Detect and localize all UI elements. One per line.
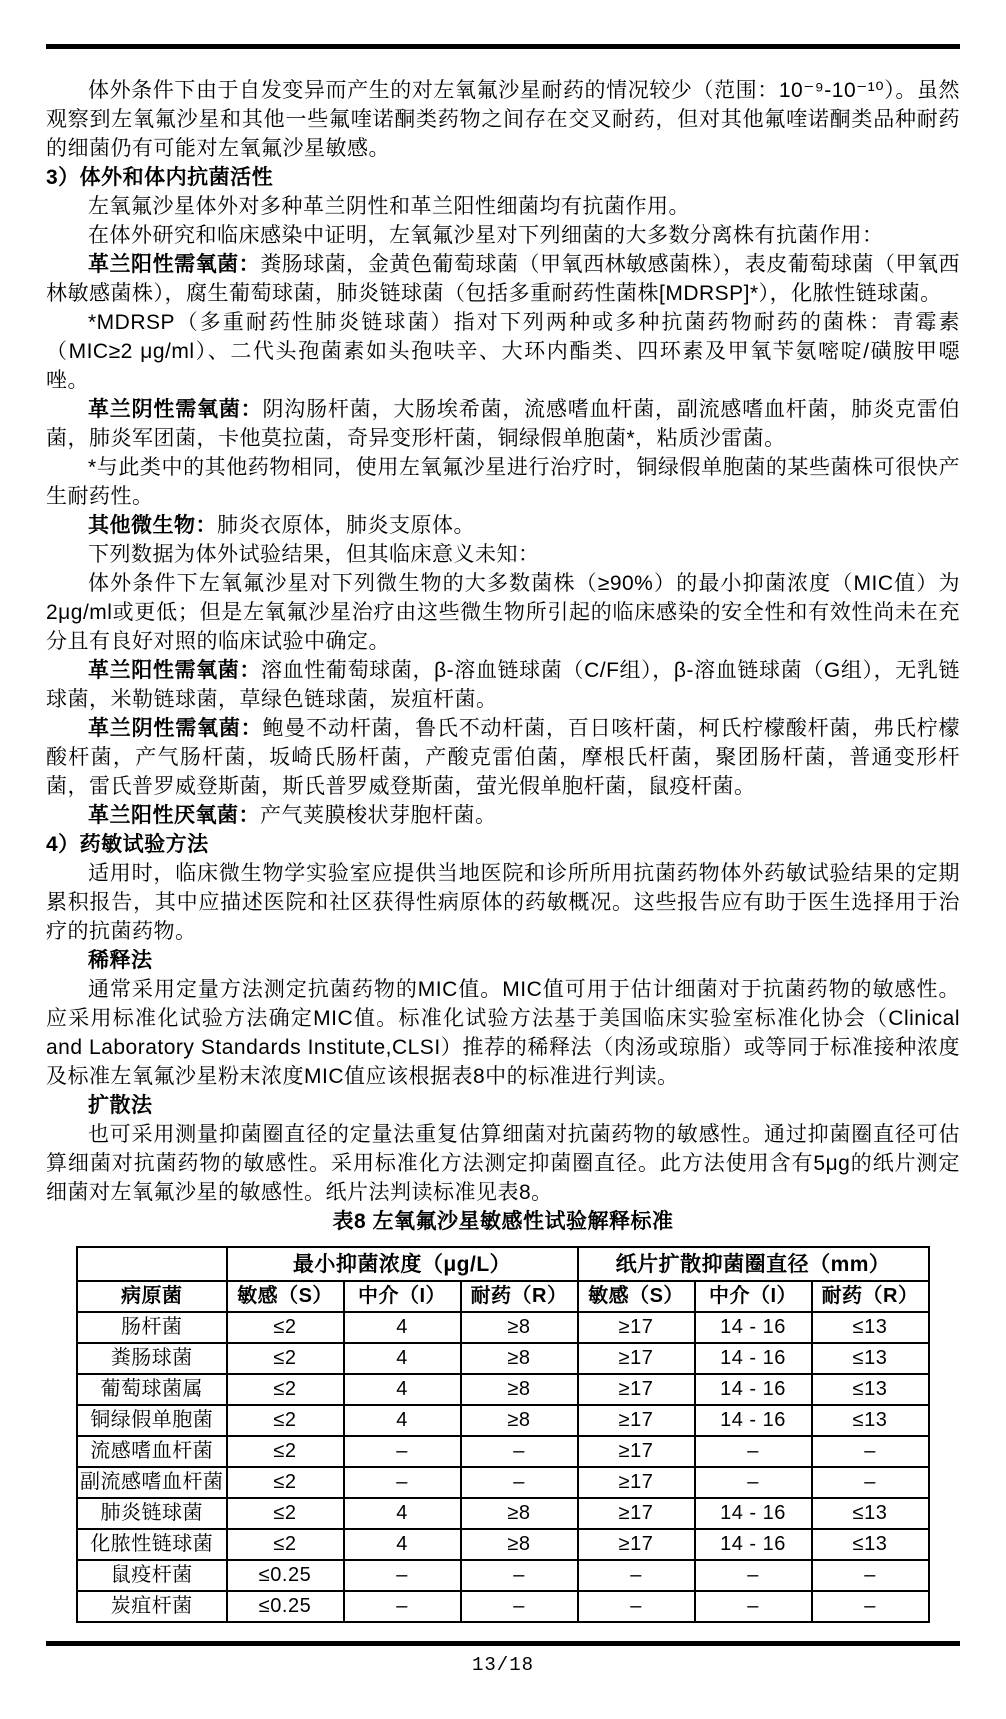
pathogen-name: 肺炎链球菌	[77, 1498, 227, 1529]
table-cell: 4	[344, 1374, 461, 1405]
paragraph-lead-label: 革兰阴性需氧菌：	[88, 717, 263, 740]
table-cell: 14 - 16	[695, 1529, 812, 1560]
table-cell: –	[344, 1467, 461, 1498]
table-cell: –	[578, 1560, 695, 1591]
paragraph: 左氧氟沙星体外对多种革兰阴性和革兰阳性细菌均有抗菌作用。	[88, 195, 690, 218]
table-cell: 14 - 16	[695, 1312, 812, 1343]
table-row	[77, 1560, 929, 1591]
table-title: 表8 左氧氟沙星敏感性试验解释标准	[332, 1210, 674, 1233]
table-cell: ≥17	[578, 1312, 695, 1343]
table-cell: ≤2	[227, 1374, 344, 1405]
table-corner-cell	[77, 1247, 227, 1281]
table-cell: ≥8	[461, 1374, 578, 1405]
section-heading-3: 3）体外和体内抗菌活性	[46, 166, 274, 189]
paragraph-gram-positive-aerobes-2	[46, 656, 960, 714]
table-cell: ≤2	[227, 1498, 344, 1529]
paragraph-footnote: *与此类中的其他药物相同，使用左氧氟沙星进行治疗时，铜绿假单胞菌的某些菌株可很快产生耐药性。	[46, 456, 960, 508]
table-cell: ≤2	[227, 1529, 344, 1560]
column-header: 敏感（S）	[578, 1281, 695, 1312]
table-cell: 14 - 16	[695, 1374, 812, 1405]
paragraph-lead-label: 革兰阳性厌氧菌：	[88, 804, 260, 827]
table-cell: ≥17	[578, 1467, 695, 1498]
table-cell: ≤13	[812, 1374, 929, 1405]
table-cell: ≥17	[578, 1436, 695, 1467]
column-header: 中介（I）	[344, 1281, 461, 1312]
pathogen-name: 铜绿假单胞菌	[77, 1405, 227, 1436]
table-row	[77, 1312, 929, 1343]
table-cell: –	[812, 1467, 929, 1498]
table-cell: –	[695, 1436, 812, 1467]
table-cell: ≥8	[461, 1312, 578, 1343]
table-cell: –	[812, 1560, 929, 1591]
table-cell: –	[578, 1591, 695, 1622]
table-row	[77, 1436, 929, 1467]
table-cell: 4	[344, 1343, 461, 1374]
paragraph-text: 阴沟肠杆菌，大肠埃希菌，流感嗜血杆菌，副流感嗜血杆菌，肺炎克雷伯菌，肺炎军团菌，卡他莫拉菌，奇异变形杆菌，铜绿假单胞菌*，粘质沙雷菌。	[46, 398, 961, 450]
table-cell: –	[461, 1467, 578, 1498]
paragraph: 下列数据为体外试验结果，但其临床意义未知：	[88, 543, 540, 566]
table-cell: ≤13	[812, 1405, 929, 1436]
pathogen-name: 粪肠球菌	[77, 1343, 227, 1374]
subheading-dilution-method: 稀释法	[88, 949, 153, 972]
paragraph-mdrsp-footnote: *MDRSP（多重耐药性肺炎链球菌）指对下列两种或多种抗菌药物耐药的菌株：青霉素（MIC≥2 μg/ml）、二代头孢菌素如头孢呋辛、大环内酯类、四环素及甲氧苄氨嘧啶/磺胺甲噁唑。	[46, 311, 960, 392]
table-row	[77, 1591, 929, 1622]
paragraph: 体外条件下由于自发变异而产生的对左氧氟沙星耐药的情况较少（范围：10⁻⁹-10⁻¹⁰）。虽然观察到左氧氟沙星和其他一些氟喹诺酮类药物之间存在交叉耐药，但对其他氟喹诺酮类品种耐药的细菌仍有可能对左氧氟沙星敏感。	[46, 79, 960, 160]
table-cell: 14 - 16	[695, 1405, 812, 1436]
table-cell: ≤13	[812, 1343, 929, 1374]
paragraph-gram-negative-aerobes-2	[46, 714, 960, 801]
table-cell: ≤2	[227, 1312, 344, 1343]
table-cell: 4	[344, 1405, 461, 1436]
paragraph: 在体外研究和临床感染中证明，左氧氟沙星对下列细菌的大多数分离株有抗菌作用：	[88, 224, 884, 247]
table-cell: 14 - 16	[695, 1498, 812, 1529]
table-cell: –	[344, 1560, 461, 1591]
table-cell: ≥8	[461, 1498, 578, 1529]
table-cell: 14 - 16	[695, 1343, 812, 1374]
table-cell: ≥17	[578, 1498, 695, 1529]
table-cell: –	[812, 1591, 929, 1622]
column-header: 敏感（S）	[227, 1281, 344, 1312]
pathogen-name: 流感嗜血杆菌	[77, 1436, 227, 1467]
table-cell: –	[695, 1560, 812, 1591]
table-cell: ≥8	[461, 1405, 578, 1436]
column-header: 耐药（R）	[812, 1281, 929, 1312]
table-cell: ≥17	[578, 1529, 695, 1560]
table-cell: –	[461, 1560, 578, 1591]
column-header: 中介（I）	[695, 1281, 812, 1312]
table-cell: ≤0.25	[227, 1591, 344, 1622]
table-cell: ≤2	[227, 1343, 344, 1374]
pathogen-name: 鼠疫杆菌	[77, 1560, 227, 1591]
table-cell: –	[461, 1591, 578, 1622]
paragraph-lead-label: 革兰阳性需氧菌：	[88, 659, 262, 682]
table-row	[77, 1343, 929, 1374]
table-cell: –	[812, 1436, 929, 1467]
table-cell: –	[461, 1436, 578, 1467]
paragraph-text: 粪肠球菌，金黄色葡萄球菌（甲氧西林敏感菌株），表皮葡萄球菌（甲氧西林敏感菌株），腐生葡萄球菌，肺炎链球菌（包括多重耐药性菌株[MDRSP]*），化脓性链球菌。	[46, 253, 961, 305]
document-body	[46, 0, 960, 1623]
table-cell: –	[695, 1591, 812, 1622]
table-row	[77, 1529, 929, 1560]
table-group-header-row	[77, 1247, 929, 1281]
pathogen-name: 炭疽杆菌	[77, 1591, 227, 1622]
table-cell: 4	[344, 1529, 461, 1560]
table-row	[77, 1374, 929, 1405]
paragraph-lead-label: 其他微生物：	[88, 514, 217, 537]
table-cell: –	[695, 1467, 812, 1498]
subheading-diffusion-method: 扩散法	[88, 1094, 153, 1117]
table-cell: 4	[344, 1498, 461, 1529]
paragraph-gram-positive-anaerobes	[46, 801, 960, 830]
paragraph-text: 肺炎衣原体，肺炎支原体。	[217, 514, 475, 537]
paragraph-text: 产气荚膜梭状芽胞杆菌。	[260, 804, 497, 827]
paragraph-text: 鲍曼不动杆菌，鲁氏不动杆菌，百日咳杆菌，柯氏柠檬酸杆菌，弗氏柠檬酸杆菌，产气肠杆菌，坂崎氏肠杆菌，产酸克雷伯菌，摩根氏杆菌，聚团肠杆菌，普通变形杆菌，雷氏普罗威登斯菌，斯氏普罗威登斯菌，萤光假单胞杆菌，鼠疫杆菌。	[46, 717, 961, 798]
table-cell: ≤2	[227, 1405, 344, 1436]
table-cell: ≥17	[578, 1343, 695, 1374]
table-cell: ≤13	[812, 1529, 929, 1560]
paragraph: 体外条件下左氧氟沙星对下列微生物的大多数菌株（≥90%）的最小抑菌浓度（MIC值）为2μg/ml或更低；但是左氧氟沙星治疗由这些微生物所引起的临床感染的安全性和有效性尚未在充分且有良好对照的临床试验中确定。	[46, 572, 960, 653]
table-cell: ≥17	[578, 1405, 695, 1436]
table-cell: ≥17	[578, 1374, 695, 1405]
group-header-disk: 纸片扩散抑菌圈直径（mm）	[578, 1247, 929, 1281]
table-row	[77, 1405, 929, 1436]
column-header: 病原菌	[77, 1281, 227, 1312]
pathogen-name: 葡萄球菌属	[77, 1374, 227, 1405]
paragraph: 适用时，临床微生物学实验室应提供当地医院和诊所所用抗菌药物体外药敏试验结果的定期累积报告，其中应描述医院和社区获得性病原体的药敏概况。这些报告应有助于医生选择用于治疗的抗菌药物。	[46, 862, 960, 943]
table-cell: ≤2	[227, 1436, 344, 1467]
table-cell: ≤2	[227, 1467, 344, 1498]
column-header: 耐药（R）	[461, 1281, 578, 1312]
table-cell: –	[344, 1591, 461, 1622]
table-cell: –	[344, 1436, 461, 1467]
paragraph-lead-label: 革兰阴性需氧菌：	[88, 398, 263, 421]
table-cell: 4	[344, 1312, 461, 1343]
paragraph-other-microbes	[46, 511, 960, 540]
paragraph-lead-label: 革兰阳性需氧菌：	[88, 253, 261, 276]
table-row	[77, 1467, 929, 1498]
table-cell: ≤13	[812, 1498, 929, 1529]
table-cell: ≤13	[812, 1312, 929, 1343]
table-row	[77, 1498, 929, 1529]
table-cell: ≥8	[461, 1529, 578, 1560]
paragraph-text: 溶血性葡萄球菌，β-溶血链球菌（C/F组），β-溶血链球菌（G组），无乳链球菌，米勒链球菌，草绿色链球菌，炭疽杆菌。	[46, 659, 961, 711]
paragraph-gram-negative-aerobes	[46, 395, 960, 453]
page-number: 13/18	[471, 1654, 534, 1676]
table-cell: ≤0.25	[227, 1560, 344, 1591]
paragraph-gram-positive-aerobes	[46, 250, 960, 308]
table-cell: ≥8	[461, 1343, 578, 1374]
section-heading-4: 4）药敏试验方法	[46, 833, 209, 856]
pathogen-name: 化脓性链球菌	[77, 1529, 227, 1560]
table-header-row	[77, 1281, 929, 1312]
paragraph: 通常采用定量方法测定抗菌药物的MIC值。MIC值可用于估计细菌对于抗菌药物的敏感性。应采用标准化试验方法确定MIC值。标准化试验方法基于美国临床实验室标准化协会（Clinical and Laboratory Standards Institute,CLSI）推荐的稀释法（肉汤或琼脂）或等同于标准接种浓度及标准左氧氟沙星粉末浓度MIC值应该根据表8中的标准进行判读。	[46, 978, 960, 1088]
bottom-border-rule	[46, 1641, 960, 1646]
susceptibility-table	[76, 1246, 930, 1623]
top-border-rule	[46, 44, 960, 49]
pathogen-name: 肠杆菌	[77, 1312, 227, 1343]
group-header-mic: 最小抑菌浓度（μg/L）	[227, 1247, 578, 1281]
pathogen-name: 副流感嗜血杆菌	[77, 1467, 227, 1498]
paragraph: 也可采用测量抑菌圈直径的定量法重复估算细菌对抗菌药物的敏感性。通过抑菌圈直径可估算细菌对抗菌药物的敏感性。采用标准化方法测定抑菌圈直径。此方法使用含有5μg的纸片测定细菌对左氧氟沙星的敏感性。纸片法判读标准见表8。	[46, 1123, 960, 1204]
